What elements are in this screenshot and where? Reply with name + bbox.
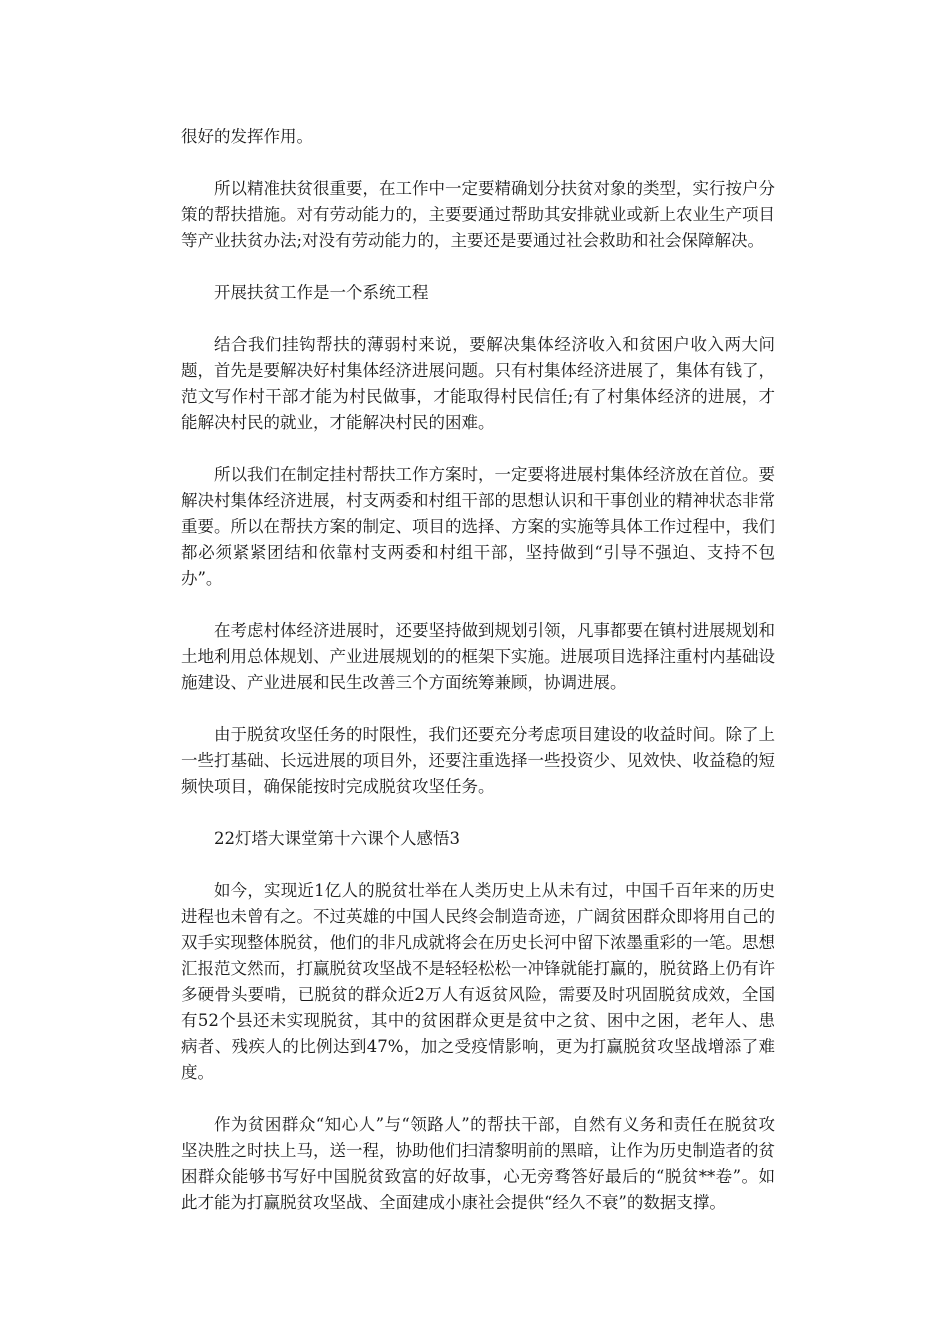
paragraph-collective-economy: 结合我们挂钩帮扶的薄弱村来说，要解决集体经济收入和贫困户收入两大问题，首先是要解决好村集体经济进展问题。只有村集体经济进展了，集体有钱了，范文写作村干部才能为村民做事，才能取得村民信任;有了村集体经济的进展，才能解决村民的就业，才能解决村民的困难。 [181, 335, 775, 432]
section-heading-lesson: 22灯塔大课堂第十六课个人感悟3 [214, 829, 460, 848]
paragraph-planning: 在考虑村体经济进展时，还要坚持做到规划引领，凡事都要在镇村进展规划和土地利用总体规划、产业进展规划的的框架下实施。进展项目选择注重村内基础设施建设、产业进展和民生改善三个方面统筹兼顾，协调进展。 [181, 621, 775, 692]
paragraph-continuation: 很好的发挥作用。 [181, 127, 313, 146]
paragraph-precision-poverty: 所以精准扶贫很重要，在工作中一定要精确划分扶贫对象的类型，实行按户分策的帮扶措施。对有劳动能力的，主要要通过帮助其安排就业或新上农业生产项目等产业扶贫办法;对没有劳动能力的，主要还是要通过社会救助和社会保障解决。 [181, 179, 775, 250]
paragraph-time-limit: 由于脱贫攻坚任务的时限性，我们还要充分考虑项目建设的收益时间。除了上一些打基础、长远进展的项目外，还要注重选择一些投资少、见效快、收益稳的短频快项目，确保能按时完成脱贫攻坚任务。 [181, 725, 775, 796]
paragraph-cadre-duty: 作为贫困群众“知心人”与“领路人”的帮扶干部，自然有义务和责任在脱贫攻坚决胜之时扶上马，送一程，协助他们扫清黎明前的黑暗，让作为历史制造者的贫困群众能够书写好中国脱贫致富的好故事，心无旁骛答好最后的“脱贫**卷”。如此才能为打赢脱贫攻坚战、全面建成小康社会提供“经久不衰”的数据支撑。 [181, 1115, 775, 1212]
document-body [181, 124, 775, 1242]
paragraph-work-plan: 所以我们在制定挂村帮扶工作方案时，一定要将进展村集体经济放在首位。要解决村集体经济进展，村支两委和村组干部的思想认识和干事创业的精神状态非常重要。所以在帮扶方案的制定、项目的选择、方案的实施等具体工作过程中，我们都必须紧紧团结和依靠村支两委和村组干部，坚持做到“引导不强迫、支持不包办”。 [181, 465, 775, 588]
section-heading-system-project: 开展扶贫工作是一个系统工程 [214, 283, 429, 302]
paragraph-historic-feat: 如今，实现近1亿人的脱贫壮举在人类历史上从未有过，中国千百年来的历史进程也未曾有之。不过英雄的中国人民终会制造奇迹，广阔贫困群众即将用自己的双手实现整体脱贫，他们的非凡成就将会在历史长河中留下浓墨重彩的一笔。思想汇报范文然而，打赢脱贫攻坚战不是轻轻松松一冲锋就能打赢的，脱贫路上仍有许多硬骨头要啃，已脱贫的群众近2万人有返贫风险，需要及时巩固脱贫成效，全国有52个县还未实现脱贫，其中的贫困群众更是贫中之贫、困中之困，老年人、患病者、残疾人的比例达到47%，加之受疫情影响，更为打赢脱贫攻坚战增添了难度。 [181, 881, 775, 1082]
